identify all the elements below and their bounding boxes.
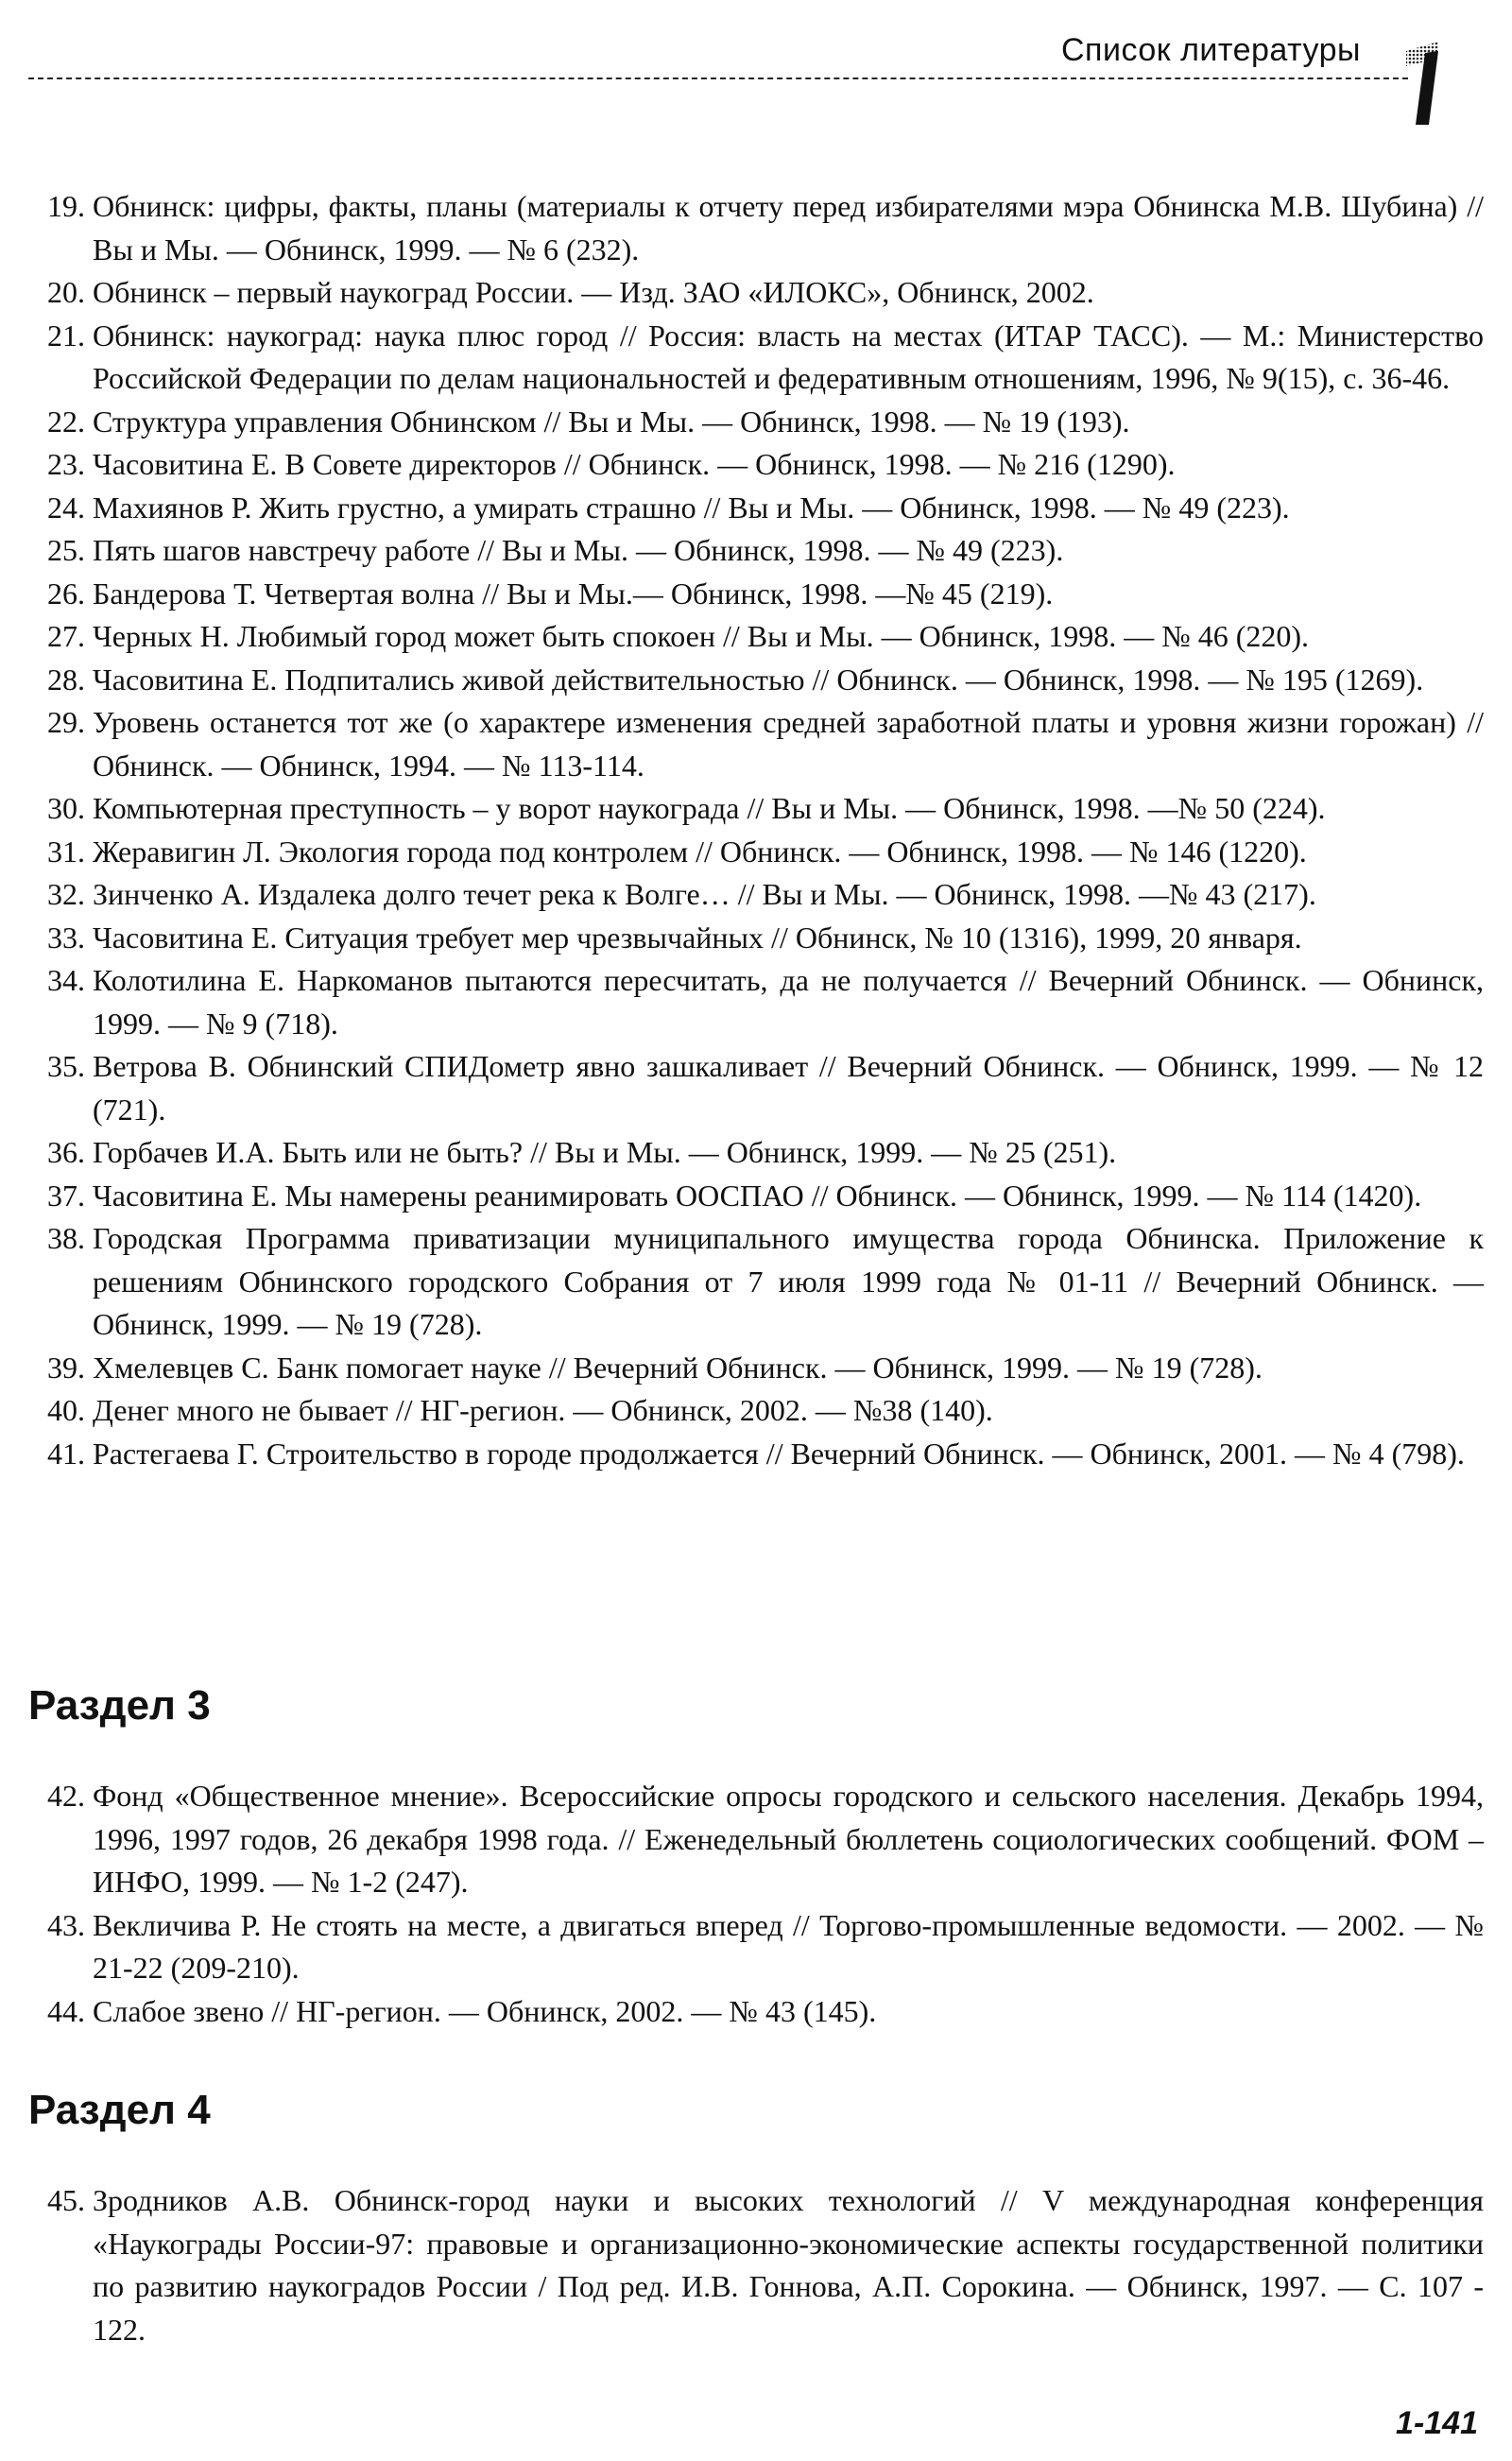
reference-text: Ветрова В. Обнинский СПИДометр явно зашкаливает // Вечерний Обнинск. — Обнинск, 1999. — № 12 (721).	[93, 1049, 1484, 1127]
reference-entry	[32, 1389, 1484, 1433]
reference-text: Фонд «Общественное мнение». Всероссийские опросы городского и сельского населения. Декабрь 1994, 1996, 1997 годов, 26 декабря 1998 года. // Еженедельный бюллетень социологических сообщений. ФОМ – ИНФО, 1999. — № 1-2 (247).	[93, 1779, 1484, 1899]
reference-text: Черных Н. Любимый город может быть спокоен // Вы и Мы. — Обнинск, 1998. — № 46 (220).	[93, 619, 1310, 653]
reference-number: 45.	[47, 2183, 85, 2217]
reference-entry	[32, 573, 1484, 616]
reference-number: 40.	[47, 1393, 85, 1427]
reference-list-block-1	[32, 185, 1484, 1475]
reference-text: Зинченко А. Издалека долго течет река к Волге… // Вы и Мы. — Обнинск, 1998. —№ 43 (217).	[93, 877, 1316, 911]
reference-number: 44.	[47, 1993, 85, 2028]
reference-entry	[32, 959, 1484, 1045]
reference-text: Растегаева Г. Строительство в городе продолжается // Вечерний Обнинск. — Обнинск, 2001. — № 4 (798).	[93, 1436, 1465, 1471]
reference-number: 27.	[47, 619, 85, 653]
reference-number: 29.	[47, 705, 85, 739]
reference-entry	[32, 787, 1484, 831]
reference-number: 19.	[47, 189, 85, 223]
header-dashed-rule	[28, 77, 1408, 79]
reference-text: Обнинск – первый наукоград России. — Изд. ЗАО «ИЛОКС», Обнинск, 2002.	[93, 275, 1094, 309]
reference-entry	[32, 271, 1484, 315]
reference-number: 42.	[47, 1779, 85, 1813]
reference-text: Горбачев И.А. Быть или не быть? // Вы и Мы. — Обнинск, 1999. — № 25 (251).	[93, 1135, 1117, 1169]
reference-entry	[32, 185, 1484, 271]
reference-number: 39.	[47, 1350, 85, 1385]
running-header-title: Список литературы	[1061, 32, 1361, 68]
reference-list-block-2	[32, 1775, 1484, 2033]
reference-entry	[32, 529, 1484, 573]
reference-number: 34.	[47, 963, 85, 997]
reference-entry	[32, 2179, 1484, 2351]
reference-entry	[32, 1775, 1484, 1904]
reference-text: Уровень останется тот же (о характере изменения средней заработной платы и уровня жизни горожан) // Обнинск. — Обнинск, 1994. — № 113-114.	[93, 705, 1484, 783]
reference-entry	[32, 917, 1484, 960]
reference-text: Зродников А.В. Обнинск-город науки и высоких технологий // V международная конференция «Наукограды России-97: правовые и организационно-экономические аспекты государственной политики по развитию наукоградов России / Под ред. И.В. Гоннова, А.П. Сорокина. — Обнинск, 1997. — С. 107 - 122.	[93, 2183, 1484, 2347]
reference-number: 30.	[47, 791, 85, 825]
reference-entry	[32, 1131, 1484, 1175]
reference-text: Колотилина Е. Наркоманов пытаются пересчитать, да не получается // Вечерний Обнинск. — Обнинск, 1999. — № 9 (718).	[93, 963, 1484, 1041]
reference-entry	[32, 1433, 1484, 1476]
reference-text: Часовитина Е. В Совете директоров // Обнинск. — Обнинск, 1998. — № 216 (1290).	[93, 447, 1176, 481]
reference-text: Слабое звено // НГ-регион. — Обнинск, 2002. — № 43 (145).	[93, 1993, 877, 2028]
reference-list-block-3	[32, 2179, 1484, 2351]
reference-number: 21.	[47, 318, 85, 353]
reference-entry	[32, 315, 1484, 401]
reference-entry	[32, 1175, 1484, 1218]
reference-entry	[32, 1904, 1484, 1990]
reference-number: 35.	[47, 1049, 85, 1083]
reference-number: 25.	[47, 533, 85, 567]
reference-text: Компьютерная преступность – у ворот наукограда // Вы и Мы. — Обнинск, 1998. —№ 50 (224).	[93, 791, 1326, 825]
reference-entry	[32, 1217, 1484, 1347]
reference-number: 22.	[47, 404, 85, 439]
section-4-heading: Раздел 4	[28, 2087, 211, 2133]
section-3-heading: Раздел 3	[28, 1682, 211, 1729]
reference-text: Векличива Р. Не стоять на месте, а двигаться вперед // Торгово-промышленные ведомости. — 2002. — № 21-22 (209-210).	[93, 1907, 1484, 1985]
reference-entry	[32, 443, 1484, 487]
reference-number: 26.	[47, 576, 85, 611]
page-number: 1-141	[1396, 2405, 1478, 2441]
reference-text: Часовитина Е. Ситуация требует мер чрезвычайных // Обнинск, № 10 (1316), 1999, 20 января.	[93, 920, 1302, 955]
reference-number: 36.	[47, 1135, 85, 1169]
reference-number: 31.	[47, 834, 85, 869]
reference-entry	[32, 1347, 1484, 1390]
reference-text: Махиянов Р. Жить грустно, а умирать страшно // Вы и Мы. — Обнинск, 1998. — № 49 (223).	[93, 490, 1290, 525]
reference-number: 24.	[47, 490, 85, 525]
reference-number: 23.	[47, 447, 85, 481]
reference-number: 33.	[47, 920, 85, 955]
reference-text: Структура управления Обнинском // Вы и Мы. — Обнинск, 1998. — № 19 (193).	[93, 404, 1130, 439]
reference-number: 38.	[47, 1221, 85, 1255]
chapter-marker-icon	[1400, 34, 1446, 129]
reference-number: 28.	[47, 662, 85, 697]
reference-entry	[32, 701, 1484, 787]
reference-entry	[32, 873, 1484, 917]
reference-text: Обнинск: цифры, факты, планы (материалы к отчету перед избирателями мэра Обнинска М.В. Шубина) // Вы и Мы. — Обнинск, 1999. — № 6 (232).	[93, 189, 1484, 267]
reference-entry	[32, 831, 1484, 874]
reference-text: Бандерова Т. Четвертая волна // Вы и Мы.— Обнинск, 1998. —№ 45 (219).	[93, 576, 1054, 611]
reference-number: 37.	[47, 1178, 85, 1213]
reference-entry	[32, 1990, 1484, 2034]
reference-entry	[32, 659, 1484, 702]
reference-text: Часовитина Е. Мы намерены реанимировать ООСПАО // Обнинск. — Обнинск, 1999. — № 114 (1420).	[93, 1178, 1422, 1213]
reference-text: Жеравигин Л. Экология города под контролем // Обнинск. — Обнинск, 1998. — № 146 (1220).	[93, 834, 1307, 869]
reference-text: Пять шагов навстречу работе // Вы и Мы. — Обнинск, 1998. — № 49 (223).	[93, 533, 1064, 567]
reference-entry	[32, 401, 1484, 444]
reference-number: 20.	[47, 275, 85, 309]
reference-entry	[32, 487, 1484, 530]
reference-text: Хмелевцев С. Банк помогает науке // Вечерний Обнинск. — Обнинск, 1999. — № 19 (728).	[93, 1350, 1263, 1385]
running-header	[28, 26, 1484, 83]
reference-entry	[32, 1045, 1484, 1131]
reference-text: Денег много не бывает // НГ-регион. — Обнинск, 2002. — №38 (140).	[93, 1393, 993, 1427]
reference-number: 41.	[47, 1436, 85, 1471]
reference-text: Городская Программа приватизации муниципального имущества города Обнинска. Приложение к решениям Обнинского городского Собрания от 7 июля 1999 года № 01-11 // Вечерний Обнинск. — Обнинск, 1999. — № 19 (728).	[93, 1221, 1484, 1341]
reference-number: 43.	[47, 1907, 85, 1942]
reference-entry	[32, 615, 1484, 659]
reference-number: 32.	[47, 877, 85, 911]
reference-text: Часовитина Е. Подпитались живой действительностью // Обнинск. — Обнинск, 1998. — № 195 (1269).	[93, 662, 1424, 697]
reference-text: Обнинск: наукоград: наука плюс город // Россия: власть на местах (ИТАР ТАСС). — М.: Министерство Российской Федерации по делам национальностей и федеративным отношениям, 1996, № 9(15), с. 36-46.	[93, 318, 1484, 395]
